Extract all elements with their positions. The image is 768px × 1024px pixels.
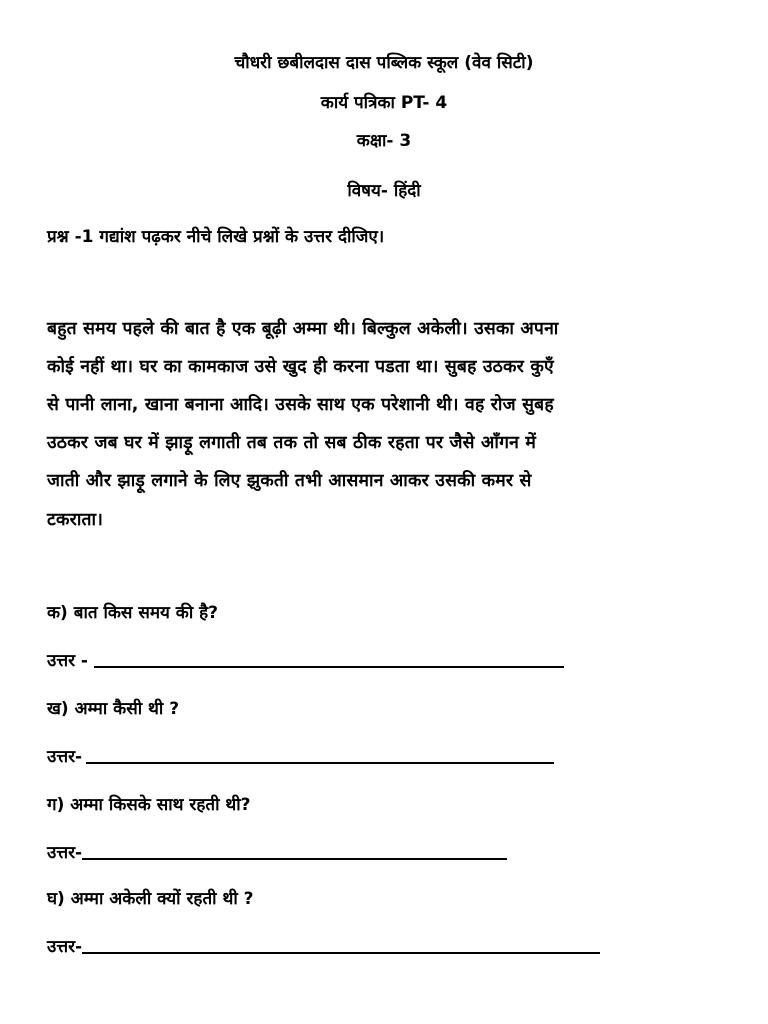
- answer-row-ga: [47, 840, 507, 863]
- passage-line: उठकर जब घर में झाड़ू लगाती तब तक तो सब ठीक रहता पर जैसे आँगन में: [47, 433, 537, 453]
- answer-blank[interactable]: [82, 951, 600, 954]
- question-heading: प्रश्न -1 गद्यांश पढ़कर नीचे लिखे प्रश्नों के उत्तर दीजिए।: [47, 227, 385, 247]
- answer-blank[interactable]: [82, 857, 507, 860]
- question-gha: घ) अम्मा अकेली क्यों रहती थी ?: [47, 889, 254, 909]
- question-ga: ग) अम्मा किसके साथ रहती थी?: [47, 795, 251, 815]
- answer-label: उत्तर-: [47, 843, 83, 863]
- class-label: कक्षा- 3: [356, 131, 412, 151]
- answer-row-kh: [47, 744, 554, 767]
- subject-label: विषय- हिंदी: [347, 181, 421, 201]
- passage-line: से पानी लाना, खाना बनाना आदि। उसके साथ एक परेशानी थी। वह रोज सुबह: [47, 395, 554, 415]
- answer-row-gha: [47, 934, 600, 957]
- answer-label: उत्तर -: [47, 651, 88, 671]
- school-name: चौधरी छबीलदास दास पब्लिक स्कूल (वेव सिटी): [234, 53, 534, 73]
- answer-blank[interactable]: [94, 665, 564, 668]
- worksheet-title: कार्य पत्रिका PT- 4: [320, 93, 448, 113]
- passage-line: बहुत समय पहले की बात है एक बूढ़ी अम्मा थी। बिल्कुल अकेली। उसका अपना: [47, 319, 559, 339]
- answer-row-k: [47, 648, 564, 671]
- question-k: क) बात किस समय की है?: [47, 603, 219, 623]
- answer-label: उत्तर-: [47, 747, 83, 767]
- question-kh: ख) अम्मा कैसी थी ?: [47, 699, 180, 719]
- passage-line: जाती और झाड़ू लगाने के लिए झुकती तभी आसमान आकर उसकी कमर से: [47, 471, 532, 491]
- answer-blank[interactable]: [86, 761, 554, 764]
- passage-line: टकराता।: [47, 510, 104, 530]
- answer-label: उत्तर-: [47, 937, 83, 957]
- passage-line: कोई नहीं था। घर का कामकाज उसे खुद ही करना पडता था। सुबह उठकर कुएँ: [47, 357, 554, 377]
